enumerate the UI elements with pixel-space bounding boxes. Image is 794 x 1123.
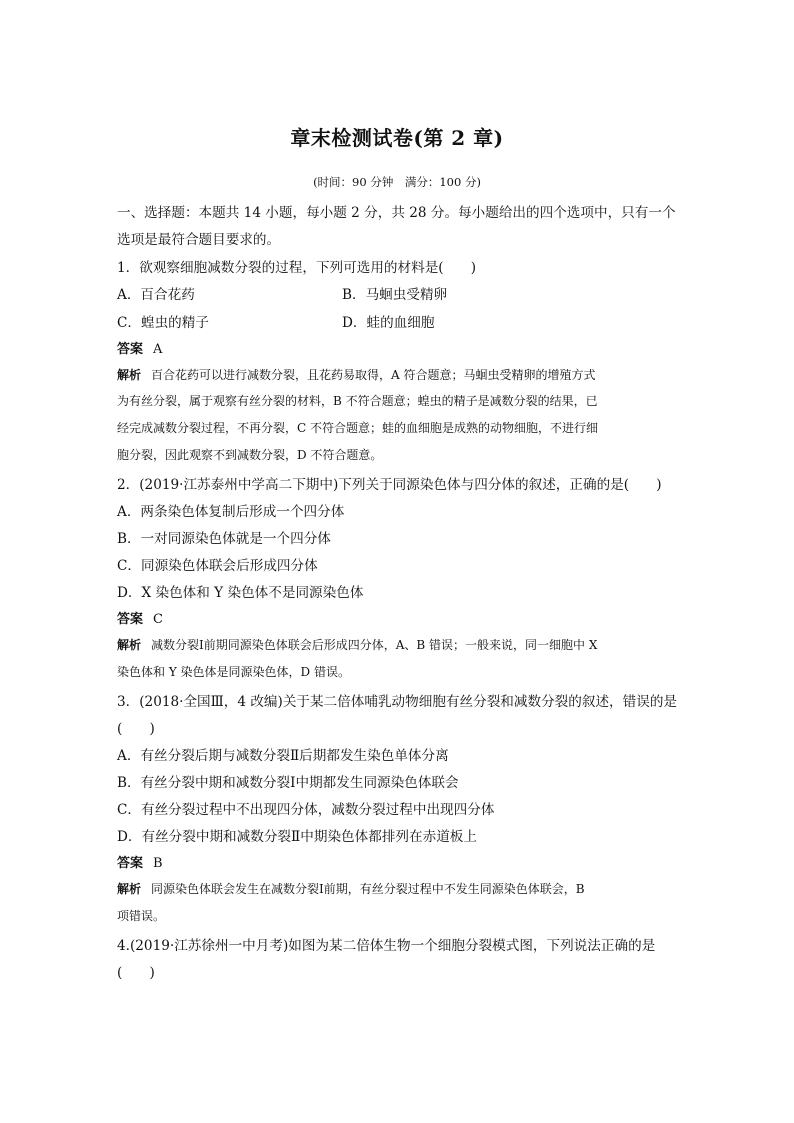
- answer-label: 答案: [117, 342, 144, 357]
- explanation-label: 解析: [117, 882, 142, 896]
- q3-option-d: D．有丝分裂中期和减数分裂Ⅱ中期染色体都排列在赤道板上: [117, 829, 477, 845]
- q1-answer: [117, 338, 162, 357]
- exam-time-score: (时间：90 分钟 满分：100 分): [313, 175, 481, 189]
- section-instructions-line2: 选项是最符合题目要求的。: [117, 232, 281, 248]
- q1-option-c: C．蝗虫的精子: [117, 315, 209, 331]
- q2-explanation-line1: 解析 减数分裂Ⅰ前期同源染色体联会后形成四分体，A、B 错误；一般来说，同一细胞中 X: [117, 638, 598, 652]
- answer-label: 答案: [117, 612, 144, 627]
- q3-answer: [117, 852, 163, 871]
- q2-option-c: C．同源染色体联会后形成四分体: [117, 558, 318, 574]
- q2-option-b: B．一对同源染色体就是一个四分体: [117, 531, 331, 547]
- section-instructions-line1: 一、选择题：本题共 14 小题，每小题 2 分，共 28 分。每小题给出的四个选项中，只有一个: [117, 205, 676, 221]
- q2-explanation-line2: 染色体和 Y 染色体是同源染色体，D 错误。: [117, 665, 350, 679]
- q2-option-d: D．X 染色体和 Y 染色体不是同源染色体: [117, 585, 364, 601]
- q2-stem: 2．(2019·江苏泰州中学高二下期中)下列关于同源染色体与四分体的叙述，正确的是( ): [117, 477, 662, 493]
- q1-option-a: A．百合花药: [117, 287, 195, 303]
- q1-explanation-line4: 胞分裂，因此观察不到减数分裂，D 不符合题意。: [117, 448, 383, 462]
- answer-value: B: [153, 856, 163, 871]
- q3-option-a: A．有丝分裂后期与减数分裂Ⅱ后期都发生染色单体分离: [117, 748, 449, 764]
- q3-option-b: B．有丝分裂中期和减数分裂Ⅰ中期都发生同源染色体联会: [117, 775, 459, 791]
- page-title: 章末检测试卷(第 2 章): [290, 126, 504, 150]
- q1-stem: 1．欲观察细胞减数分裂的过程，下列可选用的材料是( ): [117, 260, 477, 276]
- q3-explanation-line1: 解析 同源染色体联会发生在减数分裂Ⅰ前期，有丝分裂过程中不发生同源染色体联会，B: [117, 882, 585, 896]
- q1-explanation-line3: 经完成减数分裂过程，不再分裂，C 不符合题意；蛙的血细胞是成熟的动物细胞，不进行细: [117, 421, 598, 435]
- answer-label: 答案: [117, 856, 144, 871]
- q3-stem: 3．(2018·全国Ⅲ，4 改编)关于某二倍体哺乳动物细胞有丝分裂和减数分裂的叙述，错误的是: [117, 694, 678, 710]
- q2-answer: [117, 608, 163, 627]
- q4-stem: 4.(2019·江苏徐州一中月考)如图为某二倍体生物一个细胞分裂模式图，下列说法正确的是: [117, 938, 656, 954]
- explanation-label: 解析: [117, 368, 142, 382]
- answer-value: A: [153, 342, 163, 357]
- q3-option-c: C．有丝分裂过程中不出现四分体，减数分裂过程中出现四分体: [117, 802, 495, 818]
- q1-explanation-line2: 为有丝分裂，属于观察有丝分裂的材料，B 不符合题意；蝗虫的精子是减数分裂的结果，已: [117, 394, 598, 408]
- q1-option-b: B．马蛔虫受精卵: [342, 287, 448, 303]
- explanation-label: 解析: [117, 638, 142, 652]
- answer-value: C: [153, 612, 163, 627]
- q1-explanation-line1: 解析 百合花药可以进行减数分裂，且花药易取得，A 符合题意；马蛔虫受精卵的增殖方式: [117, 368, 596, 382]
- q4-stem-bracket: ( ): [117, 965, 155, 981]
- q3-explanation-line2: 项错误。: [117, 909, 166, 923]
- q3-stem-bracket: ( ): [117, 721, 155, 737]
- q2-option-a: A．两条染色体复制后形成一个四分体: [117, 504, 345, 520]
- q1-option-d: D．蛙的血细胞: [342, 315, 435, 331]
